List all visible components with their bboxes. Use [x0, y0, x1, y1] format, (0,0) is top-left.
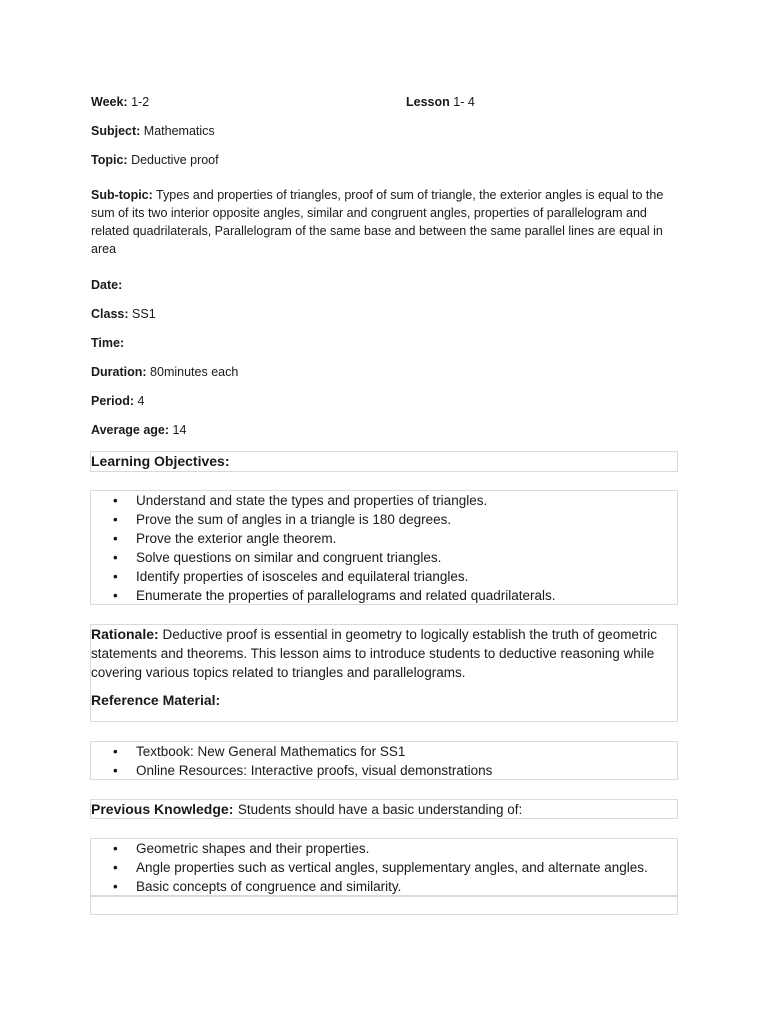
lesson-value: 1- 4 — [453, 95, 475, 109]
date-label: Date: — [91, 278, 123, 292]
rationale-box — [90, 624, 678, 722]
empty-box — [90, 896, 678, 915]
list-item: • Understand and state the types and properties of triangles. — [91, 491, 677, 510]
list-item: • Prove the exterior angle theorem. — [91, 529, 677, 548]
duration-value: 80minutes each — [150, 365, 239, 379]
previous-list-box — [90, 838, 678, 896]
subtopic-label: Sub-topic: — [91, 188, 153, 202]
previous-intro: Students should have a basic understanding of: — [237, 802, 523, 817]
list-item: • Solve questions on similar and congruent triangles. — [91, 548, 677, 567]
list-item: • Basic concepts of congruence and similarity. — [91, 877, 677, 896]
previous-heading-box — [90, 799, 678, 819]
lesson-label: Lesson — [406, 95, 450, 109]
class-value: SS1 — [132, 307, 156, 321]
subject-value: Mathematics — [143, 124, 215, 138]
week-line — [91, 93, 149, 111]
rationale-paragraph — [91, 625, 677, 682]
date-line — [91, 276, 122, 294]
list-item: • Prove the sum of angles in a triangle is 180 degrees. — [91, 510, 677, 529]
period-line — [91, 392, 145, 410]
week-value: 1-2 — [131, 95, 150, 109]
lesson-line — [406, 93, 475, 111]
week-label: Week: — [91, 95, 128, 109]
subtopic-value: Types and properties of triangles, proof of sum of triangle, the exterior angles is equal to the sum of its two interior opposite angles, similar and congruent angles, properties of parallelogram and related quadrilaterals, Parallelogram of the same base and between the same parallel lines are equal in area — [91, 188, 664, 256]
period-value: 4 — [137, 394, 145, 408]
average-age-value: 14 — [172, 423, 187, 437]
reference-list-box — [90, 741, 678, 780]
list-item: • Identify properties of isosceles and equilateral triangles. — [91, 567, 677, 586]
reference-list — [91, 742, 677, 780]
previous-heading: Previous Knowledge: — [91, 801, 234, 817]
list-item: • Online Resources: Interactive proofs, visual demonstrations — [91, 761, 677, 780]
average-age-label: Average age: — [91, 423, 170, 437]
list-item: • Angle properties such as vertical angles, supplementary angles, and alternate angles. — [91, 858, 677, 877]
rationale-heading: Rationale: — [91, 626, 159, 642]
average-age-line — [91, 421, 186, 439]
subject-label: Subject: — [91, 124, 141, 138]
duration-line — [91, 363, 238, 381]
subtopic-paragraph — [91, 186, 681, 258]
duration-label: Duration: — [91, 365, 147, 379]
class-line — [91, 305, 156, 323]
previous-list — [91, 839, 677, 896]
objectives-list-box — [90, 490, 678, 605]
time-label: Time: — [91, 336, 125, 350]
topic-label: Topic: — [91, 153, 128, 167]
topic-value: Deductive proof — [131, 153, 219, 167]
reference-heading: Reference Material: — [91, 692, 221, 708]
objectives-list — [91, 491, 677, 605]
topic-line — [91, 151, 219, 169]
list-item: • Geometric shapes and their properties. — [91, 839, 677, 858]
time-line — [91, 334, 124, 352]
objectives-heading: Learning Objectives: — [91, 453, 230, 469]
subject-line — [91, 122, 215, 140]
list-item: • Textbook: New General Mathematics for SS1 — [91, 742, 677, 761]
objectives-heading-box — [90, 451, 678, 472]
period-label: Period: — [91, 394, 135, 408]
rationale-text: Deductive proof is essential in geometry to logically establish the truth of geometric statements and theorems. This lesson aims to introduce students to deductive reasoning while covering various topics related to triangles and parallelograms. — [91, 627, 657, 680]
list-item: • Enumerate the properties of parallelograms and related quadrilaterals. — [91, 586, 677, 605]
class-label: Class: — [91, 307, 129, 321]
